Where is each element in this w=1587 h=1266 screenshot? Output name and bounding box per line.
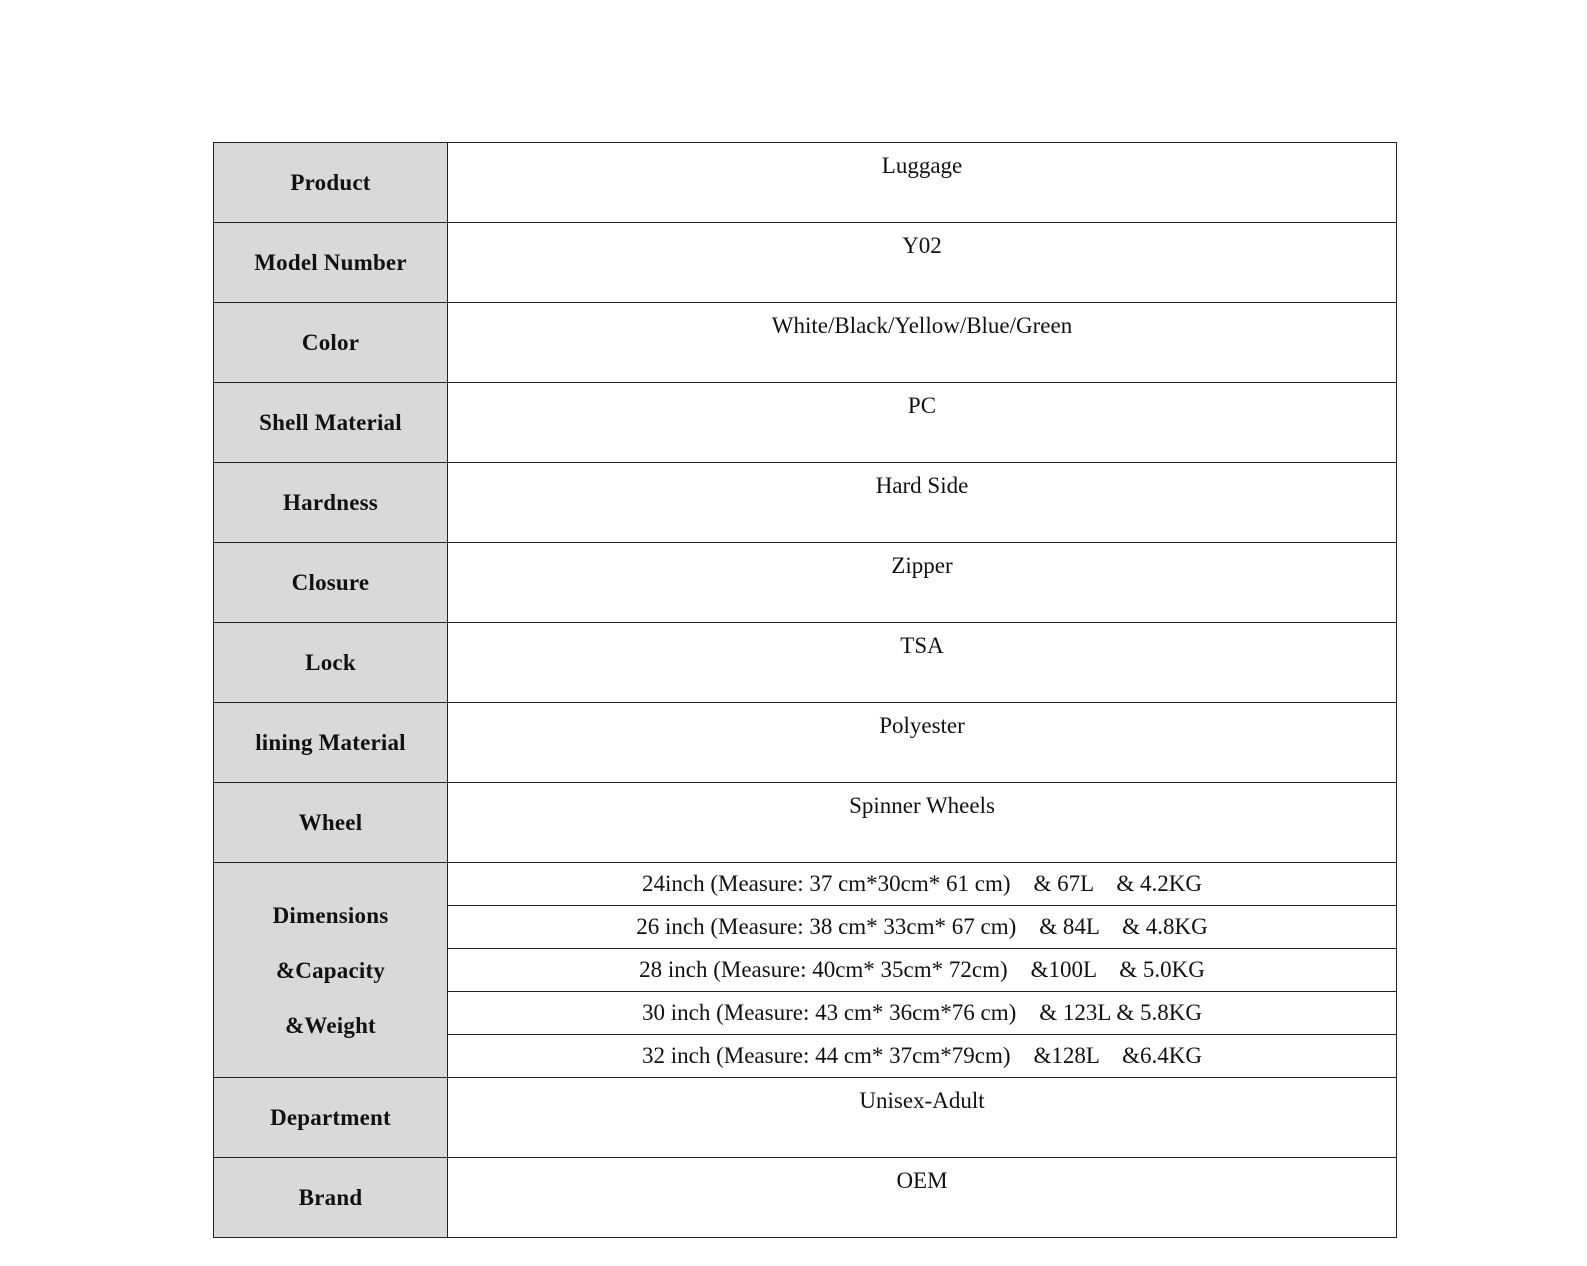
- spec-label: lining Material: [214, 703, 448, 783]
- dimension-size-value: 28 inch (Measure: 40cm* 35cm* 72cm) &100L & 5.0KG: [448, 949, 1397, 992]
- spec-value: Unisex-Adult: [448, 1078, 1397, 1158]
- dimensions-label-line: &Weight: [285, 1012, 376, 1038]
- dimension-size-value: 24inch (Measure: 37 cm*30cm* 61 cm) & 67L & 4.2KG: [448, 863, 1397, 906]
- spec-row-shell-material: [214, 383, 1397, 463]
- dimensions-label-line: &Capacity: [275, 957, 386, 983]
- spec-row-wheel: [214, 783, 1397, 863]
- luggage-spec-table: [213, 142, 1397, 1238]
- spec-label: Shell Material: [214, 383, 448, 463]
- dimensions-label: [214, 863, 448, 1078]
- spec-row-product: [214, 143, 1397, 223]
- spec-row-color: [214, 303, 1397, 383]
- spec-value: Y02: [448, 223, 1397, 303]
- spec-label: Wheel: [214, 783, 448, 863]
- spec-value: Polyester: [448, 703, 1397, 783]
- spec-row-closure: [214, 543, 1397, 623]
- spec-label: Lock: [214, 623, 448, 703]
- dimensions-label-line: Dimensions: [272, 902, 389, 928]
- spec-row-brand: [214, 1158, 1397, 1238]
- spec-row-lining-material: [214, 703, 1397, 783]
- spec-value: OEM: [448, 1158, 1397, 1238]
- spec-row-department: [214, 1078, 1397, 1158]
- spec-value: White/Black/Yellow/Blue/Green: [448, 303, 1397, 383]
- spec-label: Brand: [214, 1158, 448, 1238]
- dimension-size-value: 26 inch (Measure: 38 cm* 33cm* 67 cm) & 84L & 4.8KG: [448, 906, 1397, 949]
- spec-row-lock: [214, 623, 1397, 703]
- spec-label: Hardness: [214, 463, 448, 543]
- spec-label: Model Number: [214, 223, 448, 303]
- spec-value: Zipper: [448, 543, 1397, 623]
- spec-value: Luggage: [448, 143, 1397, 223]
- dimension-size-value: 30 inch (Measure: 43 cm* 36cm*76 cm) & 123L & 5.8KG: [448, 992, 1397, 1035]
- spec-value: Spinner Wheels: [448, 783, 1397, 863]
- spec-row-hardness: [214, 463, 1397, 543]
- spec-row-dimensions: [214, 863, 1397, 906]
- spec-value: PC: [448, 383, 1397, 463]
- spec-label: Department: [214, 1078, 448, 1158]
- dimension-size-value: 32 inch (Measure: 44 cm* 37cm*79cm) &128L &6.4KG: [448, 1035, 1397, 1078]
- spec-value: Hard Side: [448, 463, 1397, 543]
- spec-label: Color: [214, 303, 448, 383]
- spec-label: Closure: [214, 543, 448, 623]
- spec-row-model-number: [214, 223, 1397, 303]
- spec-value: TSA: [448, 623, 1397, 703]
- spec-label: Product: [214, 143, 448, 223]
